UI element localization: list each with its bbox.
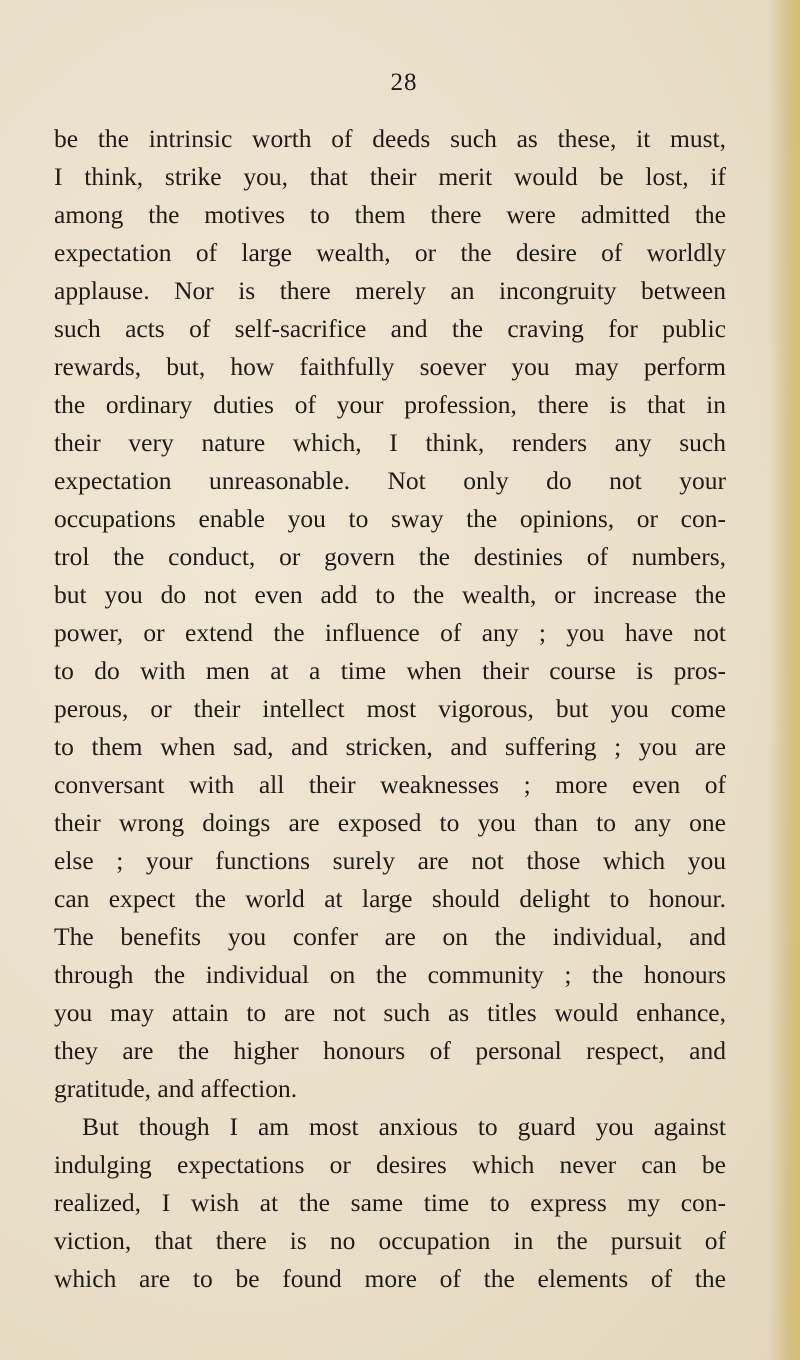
text-line: among the motives to them there were admitted the [54, 200, 726, 229]
text-line: I think, strike you, that their merit would be lost, if [54, 162, 726, 191]
text-line: their very nature which, I think, renders any such [54, 428, 726, 457]
paragraph-start-line: But though I am most anxious to guard you against [82, 1112, 726, 1141]
text-line: can expect the world at large should delight to honour. [54, 884, 726, 913]
text-line: to them when sad, and stricken, and suffering ; you are [54, 732, 726, 761]
text-line: occupations enable you to sway the opinions, or con- [54, 504, 726, 533]
text-line: viction, that there is no occupation in the pursuit of [54, 1226, 726, 1255]
text-line: rewards, but, how faithfully soever you may perform [54, 352, 726, 381]
paragraph-end-line: gratitude, and affection. [54, 1074, 298, 1103]
text-line: The benefits you confer are on the individual, and [54, 922, 726, 951]
text-line: be the intrinsic worth of deeds such as these, it must, [54, 124, 726, 153]
text-line: such acts of self-sacrifice and the craving for public [54, 314, 726, 343]
text-line: trol the conduct, or govern the destinies of numbers, [54, 542, 726, 571]
text-line: indulging expectations or desires which never can be [54, 1150, 726, 1179]
text-line: which are to be found more of the elements of the [54, 1264, 726, 1293]
text-line: through the individual on the community ; the honours [54, 960, 726, 989]
text-line: to do with men at a time when their course is pros- [54, 656, 726, 685]
text-line: but you do not even add to the wealth, or increase the [54, 580, 726, 609]
body-text [54, 120, 726, 1298]
text-line: expectation unreasonable. Not only do not your [54, 466, 726, 495]
text-line: expectation of large wealth, or the desire of worldly [54, 238, 726, 267]
text-line: they are the higher honours of personal respect, and [54, 1036, 726, 1065]
text-line: else ; your functions surely are not those which you [54, 846, 726, 875]
text-line: the ordinary duties of your profession, there is that in [54, 390, 726, 419]
text-line: realized, I wish at the same time to express my con- [54, 1188, 726, 1217]
text-line: applause. Nor is there merely an incongruity between [54, 276, 726, 305]
page-number: 28 [390, 69, 418, 96]
text-line: their wrong doings are exposed to you than to any one [54, 808, 726, 837]
text-line: you may attain to are not such as titles would enhance, [54, 998, 726, 1027]
text-line: power, or extend the influence of any ; you have not [54, 618, 726, 647]
text-line: perous, or their intellect most vigorous, but you come [54, 694, 726, 723]
text-line: conversant with all their weaknesses ; more even of [54, 770, 726, 799]
